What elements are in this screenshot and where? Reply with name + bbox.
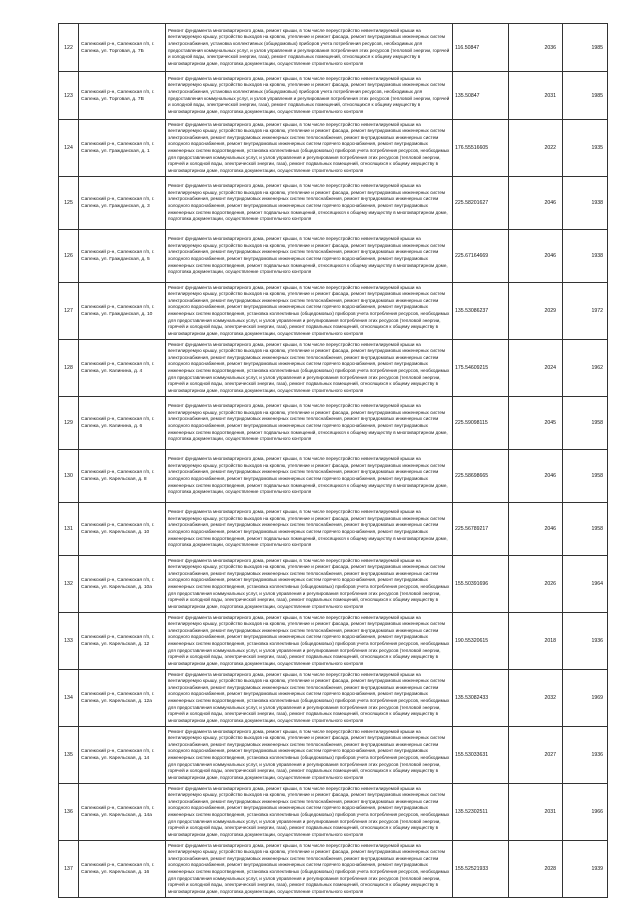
built-year-cell: 1985 [563,24,608,72]
row-number: 136 [59,784,79,841]
works-cell: Ремонт фундамента многоквартирного дома, ремонт крыши, в том числе переустройство невентилируемой крыши на вентилируемую крышу, устройство выходов на кровлю, утепление и ремонт фасада, ремонт внутридомовых инженерных систем электроснабжения, ремонт внутридомовых инженерных систем теплоснабжения, ремонт внутридомовых инженерных систем холодного водоснабжения, ремонт внутридомовых инженерных систем горячего водоснабжения, ремонт внутридомовых инженерных систем водоотведения, ремонт подвальных помещений, относящихся к общему имуществу в многоквартирном доме, подготовка документации, осуществление строительного контроля [166,450,453,503]
cost-cell: 135.53086237 [453,283,509,340]
table-row [59,450,608,503]
built-year-cell: 1958 [563,503,608,556]
program-table [58,23,608,898]
table-row [59,556,608,613]
built-year-cell: 1939 [563,841,608,898]
works-cell: Ремонт фундамента многоквартирного дома, ремонт крыши, в том числе переустройство невентилируемой крыши на вентилируемую крышу, устройство выходов на кровлю, утепление и ремонт фасада, ремонт внутридомовых инженерных систем электроснабжения, ремонт внутридомовых инженерных систем теплоснабжения, ремонт внутридомовых инженерных систем холодного водоснабжения, ремонт внутридомовых инженерных систем горячего водоснабжения, ремонт внутридомовых инженерных систем водоотведения, ремонт подвальных помещений, относящихся к общему имуществу в многоквартирном доме, подготовка документации, осуществление строительного контроля [166,177,453,230]
table-row [59,340,608,397]
built-year-cell: 1969 [563,670,608,727]
row-number: 127 [59,283,79,340]
row-number: 129 [59,397,79,450]
repair-year-cell: 2032 [509,670,563,727]
row-number: 123 [59,72,79,120]
row-number: 133 [59,613,79,670]
table-row [59,670,608,727]
table-row [59,503,608,556]
repair-year-cell: 2029 [509,283,563,340]
works-cell: Ремонт фундамента многоквартирного дома, ремонт крыши, в том числе переустройство невентилируемой крыши на вентилируемую крышу, устройство выходов на кровлю, утепление и ремонт фасада, ремонт внутридомовых инженерных систем электроснабжения, ремонт внутридомовых инженерных систем теплоснабжения, ремонт внутридомовых инженерных систем холодного водоснабжения, ремонт внутридомовых инженерных систем горячего водоснабжения, ремонт внутридомовых инженерных систем водоотведения, установка коллективных (общедомовых) приборов учета потребления ресурсов, необходимых для предоставления коммунальных услуг, и узлов управления и регулирования потребления этих ресурсов (тепловой энергии, горячей и холодной воды, электрической энергии, газа), ремонт подвальных помещений, относящихся к общему имуществу в многоквартирном доме, подготовка документации, осуществление строительного контроля [166,727,453,784]
row-number: 126 [59,230,79,283]
works-cell: Ремонт фундамента многоквартирного дома, ремонт крыши, в том числе переустройство невентилируемой крыши на вентилируемую крышу, устройство выходов на кровлю, утепление и ремонт фасада, ремонт внутридомовых инженерных систем электроснабжения, ремонт внутридомовых инженерных систем теплоснабжения, ремонт внутридомовых инженерных систем холодного водоснабжения, ремонт внутридомовых инженерных систем горячего водоснабжения, ремонт внутридомовых инженерных систем водоотведения, ремонт подвальных помещений, относящихся к общему имуществу в многоквартирном доме, подготовка документации, осуществление строительного контроля [166,503,453,556]
repair-year-cell: 2046 [509,177,563,230]
built-year-cell: 1936 [563,613,608,670]
built-year-cell: 1958 [563,450,608,503]
row-number: 134 [59,670,79,727]
works-cell: Ремонт фундамента многоквартирного дома, ремонт крыши, в том числе переустройство невентилируемой крыши на вентилируемую крышу, устройство выходов на кровлю, утепление и ремонт фасада, ремонт внутридомовых инженерных систем электроснабжения, ремонт внутридомовых инженерных систем теплоснабжения, ремонт внутридомовых инженерных систем холодного водоснабжения, ремонт внутридомовых инженерных систем горячего водоснабжения, ремонт внутридомовых инженерных систем водоотведения, установка коллективных (общедомовых) приборов учета потребления ресурсов, необходимых для предоставления коммунальных услуг, и узлов управления и регулирования потребления этих ресурсов (тепловой энергии, горячей и холодной воды, электрической энергии, газа), ремонт подвальных помещений, относящихся к общему имуществу в многоквартирном доме, подготовка документации, осуществление строительного контроля [166,841,453,898]
address-cell: Сапежский р-н, Сапежская г/п, г. Сапежа, ул. Карельская, д. 10 [79,503,166,556]
address-cell: Сапежский р-н, Сапежская г/п, г. Сапежа, ул. Торговая, д. 7Б [79,24,166,72]
works-cell: Ремонт фундамента многоквартирного дома, ремонт крыши, в том числе переустройство невентилируемой крыши на вентилируемую крышу, устройство выходов на кровлю, утепление и ремонт фасада, ремонт внутридомовых инженерных систем электроснабжения, ремонт внутридомовых инженерных систем теплоснабжения, ремонт внутридомовых инженерных систем холодного водоснабжения, ремонт внутридомовых инженерных систем горячего водоснабжения, ремонт внутридомовых инженерных систем водоотведения, установка коллективных (общедомовых) приборов учета потребления ресурсов, необходимых для предоставления коммунальных услуг, и узлов управления и регулирования потребления этих ресурсов (тепловой энергии, горячей и холодной воды, электрической энергии, газа), ремонт подвальных помещений, относящихся к общему имуществу в многоквартирном доме, подготовка документации, осуществление строительного контроля [166,670,453,727]
address-cell: Сапежский р-н, Сапежская г/п, г. Сапежа, ул. Карельская, д. 16 [79,841,166,898]
repair-year-cell: 2024 [509,340,563,397]
works-cell: Ремонт фундамента многоквартирного дома, ремонт крыши, в том числе переустройство невентилируемой крыши на вентилируемую крышу, устройство выходов на кровлю, утепление и ремонт фасада, ремонт внутридомовых инженерных систем электроснабжения, ремонт внутридомовых инженерных систем теплоснабжения, ремонт внутридомовых инженерных систем холодного водоснабжения, ремонт внутридомовых инженерных систем горячего водоснабжения, ремонт внутридомовых инженерных систем водоотведения, ремонт подвальных помещений, относящихся к общему имуществу в многоквартирном доме, подготовка документации, осуществление строительного контроля [166,397,453,450]
address-cell: Сапежский р-н, Сапежская г/п, г. Сапежа, ул. Гражданская, д. 5 [79,230,166,283]
works-cell: Ремонт фундамента многоквартирного дома, ремонт крыши, в том числе переустройство невентилируемой крыши на вентилируемую крышу, устройство выходов на кровлю, утепление и ремонт фасада, ремонт внутридомовых инженерных систем электроснабжения, ремонт внутридомовых инженерных систем теплоснабжения, ремонт внутридомовых инженерных систем холодного водоснабжения, ремонт внутридомовых инженерных систем горячего водоснабжения, ремонт внутридомовых инженерных систем водоотведения, установка коллективных (общедомовых) приборов учета потребления ресурсов, необходимых для предоставления коммунальных услуг, и узлов управления и регулирования потребления этих ресурсов (тепловой энергии, горячей и холодной воды, электрической энергии, газа), ремонт подвальных помещений, относящихся к общему имуществу в многоквартирном доме, подготовка документации, осуществление строительного контроля [166,613,453,670]
repair-year-cell: 2028 [509,841,563,898]
row-number: 124 [59,120,79,177]
table-row [59,613,608,670]
cost-cell: 225.58698665 [453,450,509,503]
repair-year-cell: 2026 [509,556,563,613]
address-cell: Сапежский р-н, Сапежская г/п, г. Сапежа, ул. Калинина, д. 4 [79,340,166,397]
repair-year-cell: 2045 [509,397,563,450]
built-year-cell: 1962 [563,340,608,397]
built-year-cell: 1985 [563,72,608,120]
table-row [59,784,608,841]
cost-cell: 155.52521933 [453,841,509,898]
built-year-cell: 1938 [563,177,608,230]
row-number: 137 [59,841,79,898]
address-cell: Сапежский р-н, Сапежская г/п, г. Сапежа, ул. Гражданская, д. 1 [79,120,166,177]
table-row [59,72,608,120]
address-cell: Сапежский р-н, Сапежская г/п, г. Сапежа, ул. Торговая, д. 7В [79,72,166,120]
table-row [59,230,608,283]
works-cell: Ремонт фундамента многоквартирного дома, ремонт крыши, в том числе переустройство невентилируемой крыши на вентилируемую крышу, устройство выходов на кровлю, утепление и ремонт фасада, ремонт внутридомовых инженерных систем электроснабжения, установка коллективных (общедомовых) приборов учета потребления ресурсов, необходимых для предоставления коммунальных услуг, и узлов управления и регулирования потребления этих ресурсов (тепловой энергии, горячей и холодной воды, электрической энергии, газа), ремонт подвальных помещений, относящихся к общему имуществу в многоквартирном доме, подготовка документации, осуществление строительного контроля [166,24,453,72]
built-year-cell: 1966 [563,784,608,841]
cost-cell: 155.53033631 [453,727,509,784]
address-cell: Сапежский р-н, Сапежская г/п, г. Сапежа, ул. Карельская, д. 14а [79,784,166,841]
built-year-cell: 1964 [563,556,608,613]
works-cell: Ремонт фундамента многоквартирного дома, ремонт крыши, в том числе переустройство невентилируемой крыши на вентилируемую крышу, устройство выходов на кровлю, утепление и ремонт фасада, ремонт внутридомовых инженерных систем электроснабжения, ремонт внутридомовых инженерных систем теплоснабжения, ремонт внутридомовых инженерных систем холодного водоснабжения, ремонт внутридомовых инженерных систем горячего водоснабжения, ремонт внутридомовых инженерных систем водоотведения, установка коллективных (общедомовых) приборов учета потребления ресурсов, необходимых для предоставления коммунальных услуг, и узлов управления и регулирования потребления этих ресурсов (тепловой энергии, горячей и холодной воды, электрической энергии, газа), ремонт подвальных помещений, относящихся к общему имуществу в многоквартирном доме, подготовка документации, осуществление строительного контроля [166,283,453,340]
works-cell: Ремонт фундамента многоквартирного дома, ремонт крыши, в том числе переустройство невентилируемой крыши на вентилируемую крышу, устройство выходов на кровлю, утепление и ремонт фасада, ремонт внутридомовых инженерных систем электроснабжения, ремонт внутридомовых инженерных систем теплоснабжения, ремонт внутридомовых инженерных систем холодного водоснабжения, ремонт внутридомовых инженерных систем горячего водоснабжения, ремонт внутридомовых инженерных систем водоотведения, установка коллективных (общедомовых) приборов учета потребления ресурсов, необходимых для предоставления коммунальных услуг, и узлов управления и регулирования потребления этих ресурсов (тепловой энергии, горячей и холодной воды, электрической энергии, газа), ремонт подвальных помещений, относящихся к общему имуществу в многоквартирном доме, подготовка документации, осуществление строительного контроля [166,120,453,177]
address-cell: Сапежский р-н, Сапежская г/п, г. Сапежа, ул. Гражданская, д. 3 [79,177,166,230]
works-cell: Ремонт фундамента многоквартирного дома, ремонт крыши, в том числе переустройство невентилируемой крыши на вентилируемую крышу, устройство выходов на кровлю, утепление и ремонт фасада, ремонт внутридомовых инженерных систем электроснабжения, ремонт внутридомовых инженерных систем теплоснабжения, ремонт внутридомовых инженерных систем холодного водоснабжения, ремонт внутридомовых инженерных систем горячего водоснабжения, ремонт внутридомовых инженерных систем водоотведения, установка коллективных (общедомовых) приборов учета потребления ресурсов, необходимых для предоставления коммунальных услуг, и узлов управления и регулирования потребления этих ресурсов (тепловой энергии, горячей и холодной воды, электрической энергии, газа), ремонт подвальных помещений, относящихся к общему имуществу в многоквартирном доме, подготовка документации, осуществление строительного контроля [166,556,453,613]
cost-cell: 225.58201627 [453,177,509,230]
repair-year-cell: 2031 [509,72,563,120]
works-cell: Ремонт фундамента многоквартирного дома, ремонт крыши, в том числе переустройство невентилируемой крыши на вентилируемую крышу, устройство выходов на кровлю, утепление и ремонт фасада, ремонт внутридомовых инженерных систем электроснабжения, установка коллективных (общедомовых) приборов учета потребления ресурсов, необходимых для предоставления коммунальных услуг, и узлов управления и регулирования потребления этих ресурсов (тепловой энергии, горячей и холодной воды, электрической энергии, газа), ремонт подвальных помещений, относящихся к общему имуществу в многоквартирном доме, подготовка документации, осуществление строительного контроля [166,72,453,120]
cost-cell: 225.59098115 [453,397,509,450]
cost-cell: 225.56789217 [453,503,509,556]
works-cell: Ремонт фундамента многоквартирного дома, ремонт крыши, в том числе переустройство невентилируемой крыши на вентилируемую крышу, устройство выходов на кровлю, утепление и ремонт фасада, ремонт внутридомовых инженерных систем электроснабжения, ремонт внутридомовых инженерных систем теплоснабжения, ремонт внутридомовых инженерных систем холодного водоснабжения, ремонт внутридомовых инженерных систем горячего водоснабжения, ремонт внутридомовых инженерных систем водоотведения, установка коллективных (общедомовых) приборов учета потребления ресурсов, необходимых для предоставления коммунальных услуг, и узлов управления и регулирования потребления этих ресурсов (тепловой энергии, горячей и холодной воды, электрической энергии, газа), ремонт подвальных помещений, относящихся к общему имуществу в многоквартирном доме, подготовка документации, осуществление строительного контроля [166,340,453,397]
row-number: 135 [59,727,79,784]
cost-cell: 135.53082433 [453,670,509,727]
table-row [59,24,608,72]
table-row [59,841,608,898]
address-cell: Сапежский р-н, Сапежская г/п, г. Сапежа, ул. Карельская, д. 10а [79,556,166,613]
repair-year-cell: 2027 [509,727,563,784]
address-cell: Сапежский р-н, Сапежская г/п, г. Сапежа, ул. Карельская, д. 14 [79,727,166,784]
repair-year-cell: 2036 [509,24,563,72]
row-number: 125 [59,177,79,230]
table-row [59,727,608,784]
row-number: 132 [59,556,79,613]
built-year-cell: 1972 [563,283,608,340]
repair-year-cell: 2046 [509,450,563,503]
cost-cell: 155.50391696 [453,556,509,613]
row-number: 122 [59,24,79,72]
address-cell: Сапежский р-н, Сапежская г/п, г. Сапежа, ул. Карельская, д. 8 [79,450,166,503]
address-cell: Сапежский р-н, Сапежская г/п, г. Сапежа, ул. Карельская, д. 12а [79,670,166,727]
address-cell: Сапежский р-н, Сапежская г/п, г. Сапежа, ул. Калинина, д. 6 [79,397,166,450]
cost-cell: 176.55516605 [453,120,509,177]
built-year-cell: 1936 [563,727,608,784]
row-number: 130 [59,450,79,503]
cost-cell: 225.67164669 [453,230,509,283]
cost-cell: 116.50847 [453,24,509,72]
table-row [59,120,608,177]
table-row [59,177,608,230]
table-row [59,283,608,340]
repair-year-cell: 2018 [509,613,563,670]
works-cell: Ремонт фундамента многоквартирного дома, ремонт крыши, в том числе переустройство невентилируемой крыши на вентилируемую крышу, устройство выходов на кровлю, утепление и ремонт фасада, ремонт внутридомовых инженерных систем электроснабжения, ремонт внутридомовых инженерных систем теплоснабжения, ремонт внутридомовых инженерных систем холодного водоснабжения, ремонт внутридомовых инженерных систем горячего водоснабжения, ремонт внутридомовых инженерных систем водоотведения, ремонт подвальных помещений, относящихся к общему имуществу в многоквартирном доме, подготовка документации, осуществление строительного контроля [166,230,453,283]
repair-year-cell: 2046 [509,503,563,556]
built-year-cell: 1958 [563,397,608,450]
table-body [59,24,608,898]
built-year-cell: 1938 [563,230,608,283]
built-year-cell: 1935 [563,120,608,177]
cost-cell: 190.55320615 [453,613,509,670]
repair-year-cell: 2022 [509,120,563,177]
cost-cell: 175.54609215 [453,340,509,397]
address-cell: Сапежский р-н, Сапежская г/п, г. Сапежа, ул. Гражданская, д. 10 [79,283,166,340]
table-row [59,397,608,450]
cost-cell: 135.52302511 [453,784,509,841]
works-cell: Ремонт фундамента многоквартирного дома, ремонт крыши, в том числе переустройство невентилируемой крыши на вентилируемую крышу, устройство выходов на кровлю, утепление и ремонт фасада, ремонт внутридомовых инженерных систем электроснабжения, ремонт внутридомовых инженерных систем теплоснабжения, ремонт внутридомовых инженерных систем холодного водоснабжения, ремонт внутридомовых инженерных систем горячего водоснабжения, ремонт внутридомовых инженерных систем водоотведения, установка коллективных (общедомовых) приборов учета потребления ресурсов, необходимых для предоставления коммунальных услуг, и узлов управления и регулирования потребления этих ресурсов (тепловой энергии, горячей и холодной воды, электрической энергии, газа), ремонт подвальных помещений, относящихся к общему имуществу в многоквартирном доме, подготовка документации, осуществление строительного контроля [166,784,453,841]
row-number: 131 [59,503,79,556]
row-number: 128 [59,340,79,397]
repair-year-cell: 2046 [509,230,563,283]
cost-cell: 135.50847 [453,72,509,120]
repair-year-cell: 2031 [509,784,563,841]
address-cell: Сапежский р-н, Сапежская г/п, г. Сапежа, ул. Карельская, д. 12 [79,613,166,670]
